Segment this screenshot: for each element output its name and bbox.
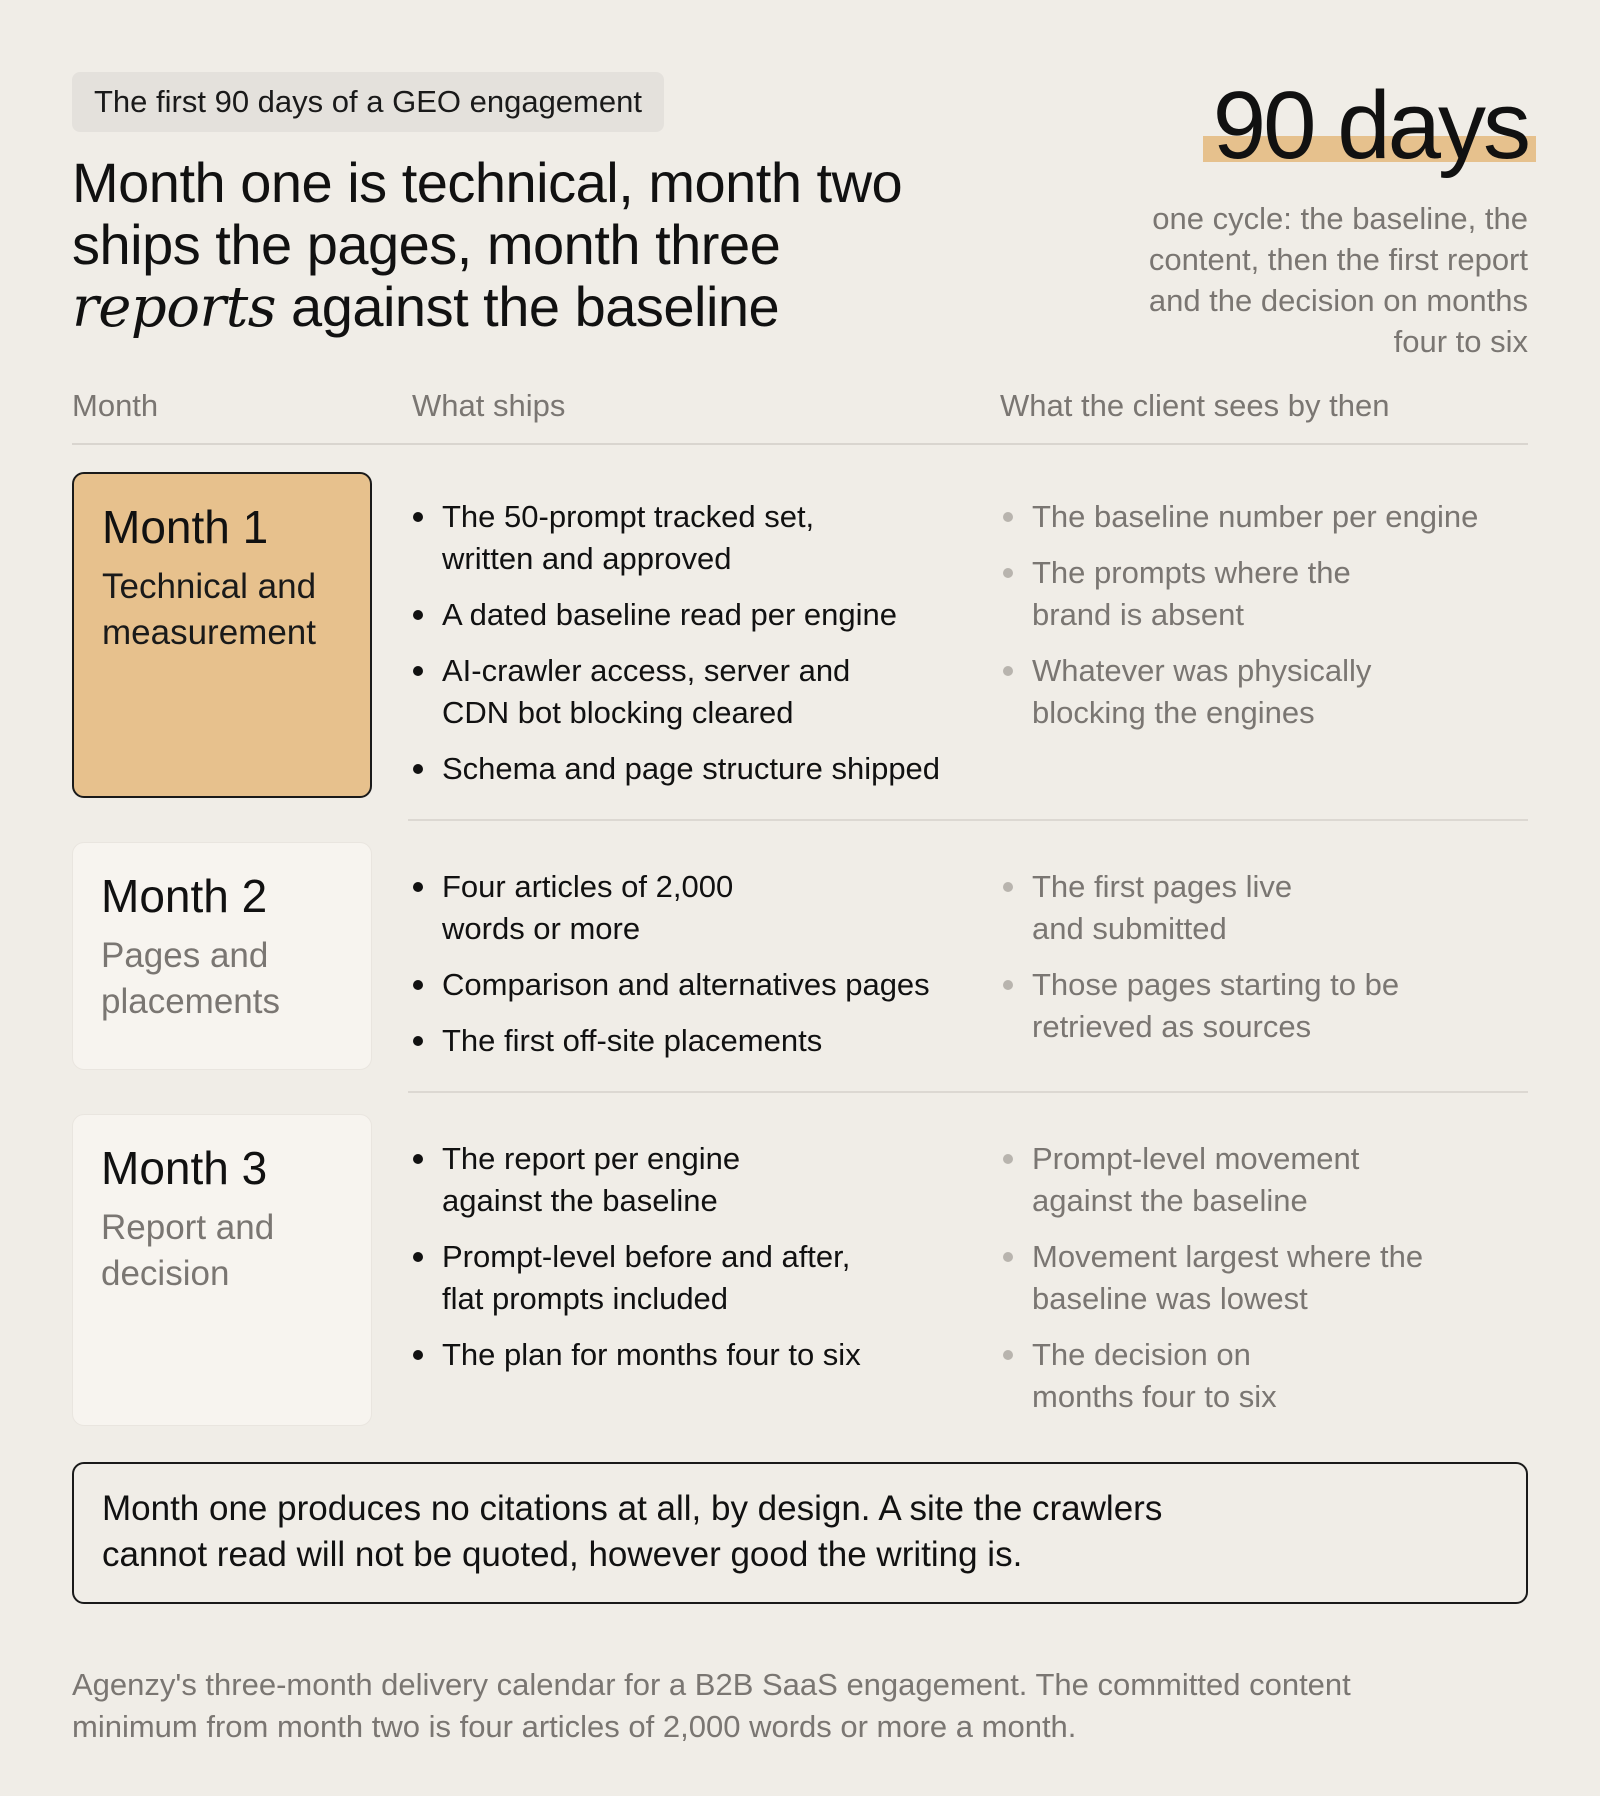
stat-note: one cycle: the baseline, the content, then the first report and the decision on months four to six xyxy=(1148,201,1528,359)
month-number: Month 1 xyxy=(102,501,269,553)
callout-box xyxy=(72,1462,1528,1604)
callout-text: Month one produces no citations at all, by design. A site the crawlers cannot read will not be quoted, however good the writing is. xyxy=(102,1489,1163,1574)
ships-list-month-1 xyxy=(408,496,988,804)
list-item: Those pages starting to be retrieved as sources xyxy=(998,964,1402,1048)
list-item: A dated baseline read per engine xyxy=(408,594,988,636)
month-card-2 xyxy=(72,842,372,1070)
sees-list-month-3 xyxy=(998,1138,1538,1432)
row-divider xyxy=(408,1091,1528,1093)
month-card-1 xyxy=(72,472,372,798)
month-number: Month 2 xyxy=(101,870,268,922)
list-item: Schema and page structure shipped xyxy=(408,748,988,790)
list-item: The plan for months four to six xyxy=(408,1334,988,1376)
list-item: The 50-prompt tracked set, written and approved xyxy=(408,496,822,580)
row-divider xyxy=(408,819,1528,821)
list-item: Prompt-level movement against the baseline xyxy=(998,1138,1432,1222)
list-item: Prompt-level before and after, flat prompts included xyxy=(408,1236,862,1320)
list-item: The report per engine against the baseline xyxy=(408,1138,802,1222)
stat-number-wrap xyxy=(1213,74,1528,178)
stat-number: 90 days xyxy=(1212,72,1528,179)
list-item: The baseline number per engine xyxy=(998,496,1538,538)
column-header-ships: What ships xyxy=(412,388,566,423)
headline-start: Month one is technical, month two ships the pages, month three xyxy=(72,151,903,276)
sees-list-month-2 xyxy=(998,866,1538,1062)
ships-list-month-3 xyxy=(408,1138,988,1390)
list-item: The first off-site placements xyxy=(408,1020,988,1062)
month-subtitle: Report and decision xyxy=(101,1208,275,1293)
headline-end: against the baseline xyxy=(275,275,780,338)
list-item: The decision on months four to six xyxy=(998,1334,1332,1418)
month-card-3 xyxy=(72,1114,372,1426)
list-item: The prompts where the brand is absent xyxy=(998,552,1352,636)
month-subtitle: Pages and placements xyxy=(101,936,280,1021)
headline-emphasis: reports xyxy=(72,275,276,340)
list-item: Movement largest where the baseline was lowest xyxy=(998,1236,1432,1320)
list-item: Comparison and alternatives pages xyxy=(408,964,988,1006)
stat-block xyxy=(1108,74,1528,362)
month-number: Month 3 xyxy=(101,1142,268,1194)
column-header-month: Month xyxy=(72,388,159,423)
list-item: Whatever was physically blocking the engines xyxy=(998,650,1412,734)
list-item: The first pages live and submitted xyxy=(998,866,1322,950)
eyebrow-tag: The first 90 days of a GEO engagement xyxy=(72,72,664,132)
headline xyxy=(72,152,952,339)
caption: Agenzy's three-month delivery calendar for a B2B SaaS engagement. The committed content minimum from month two is four articles of 2,000 words or more a month. xyxy=(72,1667,1351,1744)
header-divider xyxy=(72,443,1528,445)
month-subtitle: Technical and measurement xyxy=(102,567,317,652)
list-item: AI-crawler access, server and CDN bot blocking cleared xyxy=(408,650,912,734)
sees-list-month-1 xyxy=(998,496,1538,748)
list-item: Four articles of 2,000 words or more xyxy=(408,866,742,950)
ships-list-month-2 xyxy=(408,866,988,1076)
column-header-sees: What the client sees by then xyxy=(1000,388,1390,423)
